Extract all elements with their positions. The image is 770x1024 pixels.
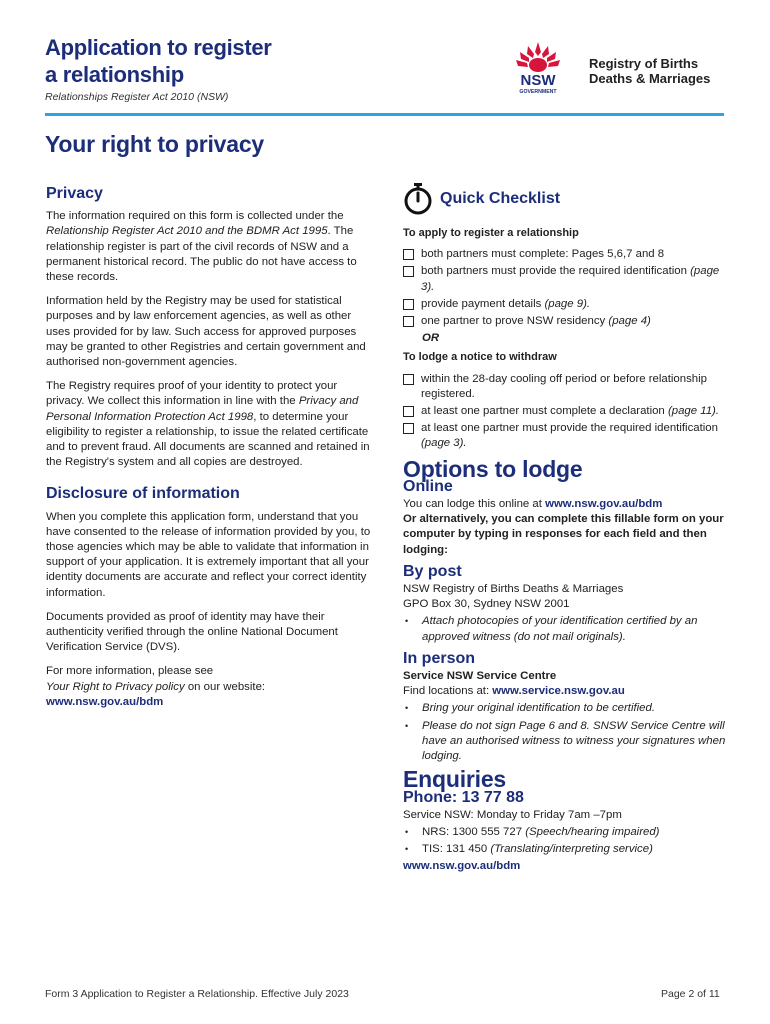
checkbox[interactable] — [403, 406, 414, 417]
logo-text: NSW — [520, 72, 556, 89]
bdm-website-link[interactable]: www.nsw.gov.au/bdm — [46, 695, 164, 708]
in-person-bullet: • Bring your original identification to be certified. — [405, 702, 656, 715]
post-address-line2: GPO Box 30, Sydney NSW 2001 — [403, 598, 570, 611]
checklist-item: at least one partner must complete a declaration (page 11). — [403, 404, 728, 419]
post-heading: By post — [403, 562, 462, 580]
service-nsw-link[interactable]: www.service.nsw.gov.au — [492, 685, 625, 698]
checkbox[interactable] — [403, 423, 414, 434]
options-heading: Options to lodge — [403, 455, 583, 482]
service-centre-subhead: Service NSW Service Centre — [403, 670, 557, 683]
post-address-line1: NSW Registry of Births Deaths & Marriages — [403, 583, 624, 596]
logo-subtext: GOVERNMENT — [519, 89, 557, 95]
disclosure-paragraph-1: When you complete this application form, understand that you have consented to the release of information provided by you, to those agencies which may be able to validate that information in support of your application. It is extremely important that all your identity documents are accurate and reflect your correct identity information. — [46, 510, 371, 599]
form-title-line2: a relationship — [45, 62, 184, 87]
checkbox[interactable] — [403, 299, 414, 310]
in-person-bullet: • Please do not sign Page 6 and 8. SNSW Service Centre will have an authorised witness to witness your signatures when lodging. — [405, 719, 726, 763]
footer-page-number: Page 2 of 11 — [661, 988, 720, 1000]
checklist-withdraw-subhead: To lodge a notice to withdraw — [403, 351, 557, 364]
checkbox[interactable] — [403, 316, 414, 327]
form-title-line1: Application to register — [45, 35, 272, 60]
locations-text: Find locations at: www.service.nsw.gov.au — [403, 685, 625, 698]
phone-number: Phone: 13 77 88 — [403, 788, 524, 806]
privacy-heading: Privacy — [46, 185, 103, 202]
online-lodge-link[interactable]: www.nsw.gov.au/bdm — [545, 498, 663, 511]
fillable-form-note: Or alternatively, you can complete this fillable form on your computer by typing in responses for each field and then lodging: — [403, 513, 724, 556]
withdraw-checklist — [403, 372, 728, 452]
disclosure-paragraph-3: For more information, please see Your Right to Privacy policy on our website: www.nsw.gov.au/bdm — [46, 664, 371, 710]
checklist-item: one partner to prove NSW residency (page 4) — [403, 314, 728, 329]
privacy-paragraph-2: Information held by the Registry may be used for statistical purposes and by law enforcement agencies, as well as other uses provided for by law. Such access for approved purposes may be granted to other Registries and certain government and authorised non-government agencies. — [46, 295, 366, 369]
right-column — [403, 182, 728, 875]
disclosure-heading: Disclosure of information — [46, 485, 240, 503]
service-hours: Service NSW: Monday to Friday 7am –7pm — [403, 808, 622, 821]
checkbox[interactable] — [403, 266, 414, 277]
checkbox[interactable] — [403, 249, 414, 260]
enquiries-link[interactable]: www.nsw.gov.au/bdm — [403, 860, 521, 873]
checklist-item: within the 28-day cooling off period or before relationship registered. — [403, 372, 728, 402]
enquiries-heading: Enquiries — [403, 766, 507, 793]
checklist-title: Quick Checklist — [440, 190, 561, 208]
footer-form-info: Form 3 Application to Register a Relationship. Effective July 2023 — [45, 988, 349, 1000]
checklist-item: both partners must provide the required identification (page 3). — [403, 264, 728, 294]
checklist-register-subhead: To apply to register a relationship — [403, 227, 579, 239]
header-divider — [45, 113, 724, 116]
registry-line1: Registry of Births — [589, 56, 699, 71]
checklist-header — [403, 182, 728, 216]
disclosure-paragraph-2: Documents provided as proof of identity may have their authenticity verified through the online National Document Verification Service (DVS). — [46, 610, 338, 654]
online-text: You can lodge this online at www.nsw.gov.au/bdm — [403, 498, 663, 511]
online-heading: Online — [403, 477, 453, 495]
checklist-item: at least one partner must provide the required identification (page 3). — [403, 421, 728, 451]
register-checklist — [403, 247, 728, 329]
page-heading: Your right to privacy — [45, 131, 265, 157]
privacy-paragraph-1: The information required on this form is collected under the Relationship Register Act 2010 and the BDMR Act 1995. The relationship register is part of the civil records of NSW and a permanent historical record. The public do not have access to these records. — [46, 210, 357, 284]
form-title — [45, 34, 272, 88]
post-bullet: • Attach photocopies of your identification certified by an approved witness (do not mail originals). — [405, 615, 698, 643]
privacy-paragraph-3: The Registry requires proof of your identity to protect your privacy. We collect this information in line with the Privacy and Personal Information Protection Act 1998, to determine your eligibility to register a relationship, to issue the related certificate and to prevent fraud. All documents are scanned and retained in the Registry's system and all copies are destroyed. — [46, 380, 370, 469]
nsw-waratah-logo — [508, 40, 568, 96]
or-separator: OR — [422, 332, 440, 345]
checklist-item: provide payment details (page 9). — [403, 297, 728, 312]
in-person-heading: In person — [403, 649, 476, 667]
stopwatch-icon — [403, 182, 433, 216]
enquiry-bullet: • TIS: 131 450 (Translating/interpreting service) — [405, 843, 653, 856]
registry-line2: Deaths & Marriages — [589, 71, 711, 86]
checkbox[interactable] — [403, 374, 414, 385]
enquiry-bullet: • NRS: 1300 555 727 (Speech/hearing impaired) — [405, 825, 660, 838]
registry-name — [589, 56, 710, 86]
act-subtitle: Relationships Register Act 2010 (NSW) — [45, 91, 229, 103]
checklist-item: both partners must complete: Pages 5,6,7 and 8 — [403, 247, 728, 262]
left-column — [46, 186, 371, 719]
